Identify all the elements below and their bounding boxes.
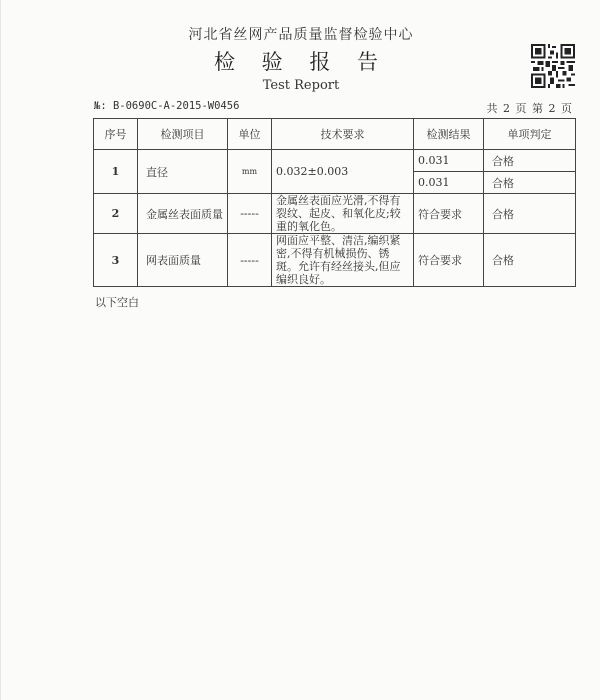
column-header: 检测结果: [414, 119, 484, 150]
unit: -----: [228, 234, 272, 287]
column-header: 单项判定: [484, 119, 576, 150]
test-result: 符合要求: [414, 194, 484, 234]
blank-below-note: 以下空白: [95, 296, 139, 309]
table-row: [94, 194, 576, 234]
test-result: 符合要求: [414, 234, 484, 287]
test-result: 0.031: [414, 172, 484, 194]
test-result: 0.031: [414, 150, 484, 172]
column-header: 检测项目: [138, 119, 228, 150]
qr-code-icon: [531, 44, 575, 88]
test-item: 金属丝表面质量: [138, 194, 228, 234]
judgment: 合格: [484, 150, 576, 172]
column-header: 单位: [228, 119, 272, 150]
test-item: 直径: [138, 150, 228, 194]
row-number: 3: [94, 234, 138, 287]
table-header-row: [94, 119, 576, 150]
judgment: 合格: [484, 194, 576, 234]
judgment: 合格: [484, 172, 576, 194]
row-number: 2: [94, 194, 138, 234]
technical-requirement: 网面应平整、清洁,编织紧密,不得有机械损伤、锈斑。允许有经丝接头,但应编织良好。: [272, 234, 414, 287]
technical-requirement: 0.032±0.003: [272, 150, 414, 194]
table-row: [94, 234, 576, 287]
column-header: 序号: [94, 119, 138, 150]
column-header: 技术要求: [272, 119, 414, 150]
page-indicator: 共 2 页 第 2 页: [486, 102, 573, 115]
report-number: №: B-0690C-A-2015-W0456: [94, 100, 240, 112]
organization-name: 河北省丝网产品质量监督检验中心: [188, 27, 414, 43]
technical-requirement: 金属丝表面应光滑,不得有裂纹、起皮、和氧化皮;较重的氧化色。: [272, 194, 414, 234]
unit: mm: [228, 150, 272, 194]
report-title: 检 验 报 告: [213, 50, 389, 74]
test-item: 网表面质量: [138, 234, 228, 287]
judgment: 合格: [484, 234, 576, 287]
unit: -----: [228, 194, 272, 234]
results-table: [93, 118, 576, 287]
report-subtitle: Test Report: [262, 78, 340, 93]
table-row: [94, 150, 576, 172]
row-number: 1: [94, 150, 138, 194]
